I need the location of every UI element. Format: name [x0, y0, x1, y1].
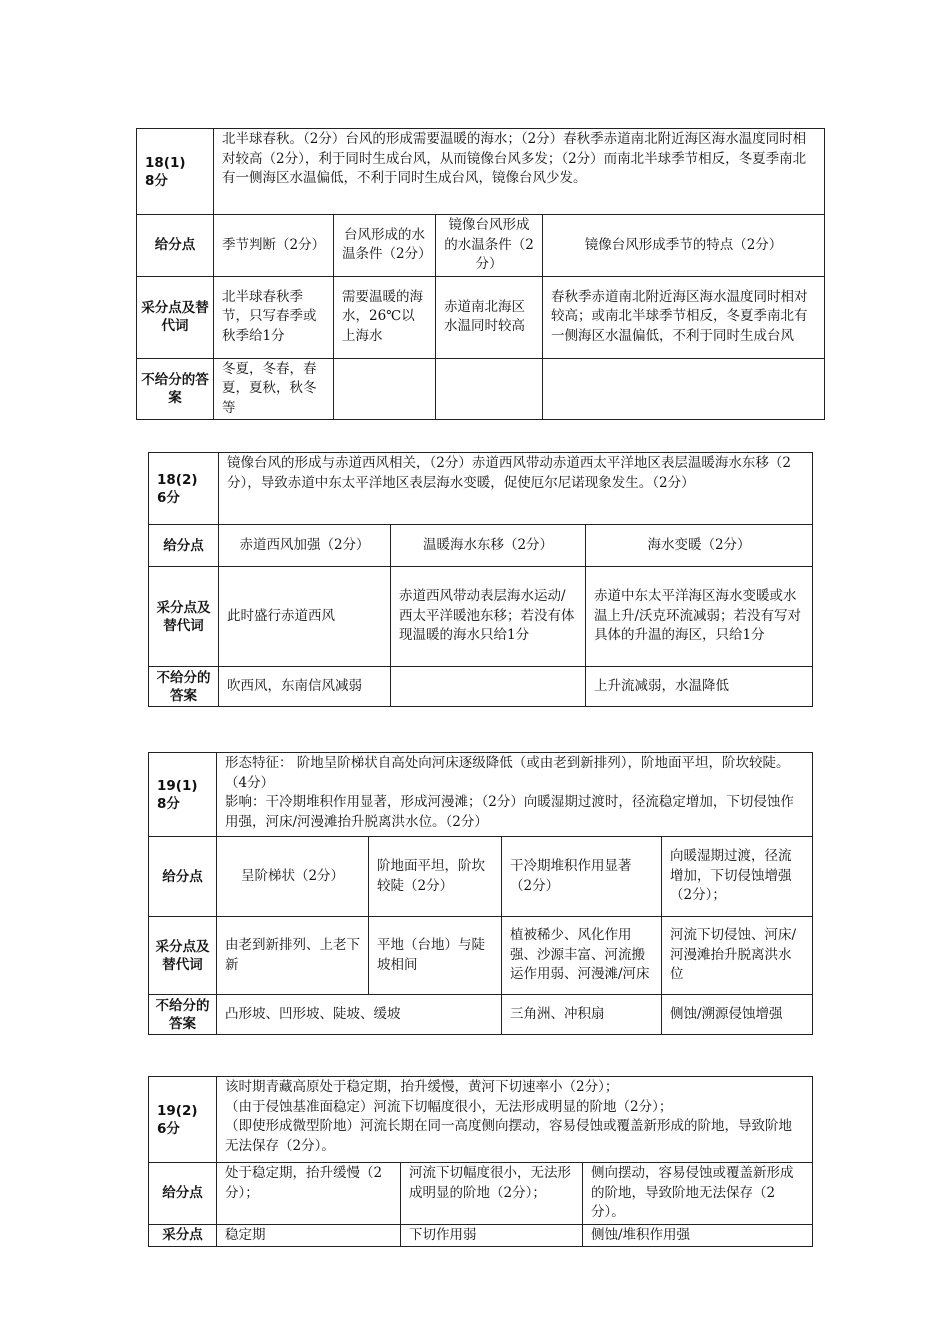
question-score: 8分	[157, 795, 180, 812]
scoring-cell: 植被稀少、风化作用强、沙源丰富、河流搬运作用弱、河漫滩/河床	[502, 917, 662, 995]
scoring-cell: 赤道西风带动表层海水运动/西太平洋暖池东移；若没有体现温暖的海水只给1分	[391, 567, 586, 667]
scoring-cell: 春秋季赤道南北附近海区海水温度同时相对较高；或南北半球季节相反，冬夏季南北有一侧海区水温偏低，不利于同时生成台风	[543, 276, 825, 358]
no-score-cell	[391, 667, 586, 707]
no-score-cell	[543, 358, 825, 420]
question-id	[137, 129, 214, 215]
answer-line: 影响：干冷期堆积作用显著，形成河漫滩；（2分）向暖湿期过渡时，径流稳定增加，下切侵蚀作用强，河床/河漫滩抬升脱离洪水位。（2分）	[225, 794, 794, 830]
answer-line: （即使形成微型阶地）河流长期在同一高度侧向摆动，容易侵蚀或覆盖新形成的阶地，导致阶地无法保存（2分）。	[225, 1118, 792, 1154]
scoring-cell: 赤道中东太平洋海区海水变暖或水温上升/沃克环流减弱；若没有写对具体的升温的海区，只给1分	[586, 567, 813, 667]
model-answer: 镜像台风的形成与赤道西风相关，（2分）赤道西风带动赤道西太平洋地区表层温暖海水东移（2分），导致赤道中东太平洋地区表层海水变暖，促使厄尔尼诺现象发生。（2分）	[219, 453, 813, 525]
scoring-cell: 需要温暖的海水，26℃以上海水	[334, 276, 436, 358]
model-answer	[217, 1077, 813, 1163]
answer-line: （由于侵蚀基准面稳定）河流下切幅度很小，无法形成明显的阶地（2分）；	[225, 1098, 673, 1115]
question-id	[149, 453, 219, 525]
point-cell: 处于稳定期，抬升缓慢（2分）；	[217, 1163, 401, 1225]
question-score: 6分	[157, 489, 180, 506]
point-cell: 镜像台风形成的水温条件（2分）	[436, 215, 543, 277]
row-label-scoring: 采分点及替代词	[149, 917, 217, 995]
point-cell: 温暖海水东移（2分）	[391, 525, 586, 567]
no-score-cell: 侧蚀/溯源侵蚀增强	[662, 995, 813, 1035]
answer-table-18-2	[148, 452, 813, 707]
row-label-scoring: 采分点及替代词	[137, 276, 214, 358]
scoring-cell: 由老到新排列、上老下新	[217, 917, 369, 995]
no-score-cell: 三角洲、冲积扇	[502, 995, 662, 1035]
row-label-points: 给分点	[149, 1163, 217, 1225]
scoring-cell: 北半球春秋季节，只写春季或秋季给1分	[214, 276, 334, 358]
question-score: 6分	[157, 1120, 180, 1137]
scoring-cell: 赤道南北海区水温同时较高	[436, 276, 543, 358]
point-cell: 干冷期堆积作用显著（2分）	[502, 837, 662, 917]
answer-line: 该时期青藏高原处于稳定期，抬升缓慢，黄河下切速率小（2分）；	[225, 1079, 619, 1095]
scoring-cell: 下切作用弱	[401, 1224, 583, 1247]
point-cell: 赤道西风加强（2分）	[219, 525, 391, 567]
question-id	[149, 1077, 217, 1163]
point-cell: 呈阶梯状（2分）	[217, 837, 369, 917]
scoring-cell: 此时盛行赤道西风	[219, 567, 391, 667]
no-score-cell: 凸形坡、凹形坡、陡坡、缓坡	[217, 995, 502, 1035]
scoring-cell: 稳定期	[217, 1224, 401, 1247]
answer-line: 形态特征： 阶地呈阶梯状自高处向河床逐级降低（或由老到新排列），阶地面平坦，阶坎较陡。（4分）	[225, 755, 790, 791]
no-score-cell: 吹西风，东南信风减弱	[219, 667, 391, 707]
no-score-cell	[436, 358, 543, 420]
row-label-no-score: 不给分的答案	[149, 667, 219, 707]
model-answer: 北半球春秋。（2分）台风的形成需要温暖的海水；（2分）春秋季赤道南北附近海区海水温度同时相对较高（2分），利于同时生成台风，从而镜像台风多发；（2分）而南北半球季节相反，冬夏季南北有一侧海区水温偏低，不利于同时生成台风，镜像台风少发。	[214, 129, 825, 215]
point-cell: 台风形成的水温条件（2分）	[334, 215, 436, 277]
question-score: 8分	[145, 172, 168, 189]
row-label-no-score: 不给分的答案	[137, 358, 214, 420]
answer-table-19-1	[148, 752, 813, 1035]
no-score-cell	[334, 358, 436, 420]
point-cell: 河流下切幅度很小，无法形成明显的阶地（2分）；	[401, 1163, 583, 1225]
scoring-cell: 河流下切侵蚀、河床/河漫滩抬升脱离洪水位	[662, 917, 813, 995]
question-number: 19(2)	[157, 1102, 198, 1119]
point-cell: 季节判断（2分）	[214, 215, 334, 277]
row-label-scoring: 采分点及替代词	[149, 567, 219, 667]
point-cell: 侧向摆动，容易侵蚀或覆盖新形成的阶地，导致阶地无法保存（2分）。	[583, 1163, 813, 1225]
point-cell: 向暖湿期过渡，径流增加，下切侵蚀增强（2分）；	[662, 837, 813, 917]
no-score-cell: 冬夏，冬春，春夏，夏秋，秋冬等	[214, 358, 334, 420]
scoring-cell: 平地（台地）与陡坡相间	[369, 917, 502, 995]
question-number: 19(1)	[157, 777, 198, 794]
row-label-points: 给分点	[149, 837, 217, 917]
row-label-points: 给分点	[149, 525, 219, 567]
row-label-scoring: 采分点	[149, 1224, 217, 1247]
no-score-cell: 上升流减弱，水温降低	[586, 667, 813, 707]
point-cell: 阶地面平坦，阶坎较陡（2分）	[369, 837, 502, 917]
point-cell: 海水变暖（2分）	[586, 525, 813, 567]
model-answer	[217, 753, 813, 837]
answer-table-18-1	[136, 128, 825, 420]
question-number: 18(1)	[145, 154, 186, 171]
scoring-cell: 侧蚀/堆积作用强	[583, 1224, 813, 1247]
point-cell: 镜像台风形成季节的特点（2分）	[543, 215, 825, 277]
row-label-no-score: 不给分的答案	[149, 995, 217, 1035]
question-number: 18(2)	[157, 471, 198, 488]
answer-table-19-2	[148, 1076, 813, 1247]
row-label-points: 给分点	[137, 215, 214, 277]
question-id	[149, 753, 217, 837]
